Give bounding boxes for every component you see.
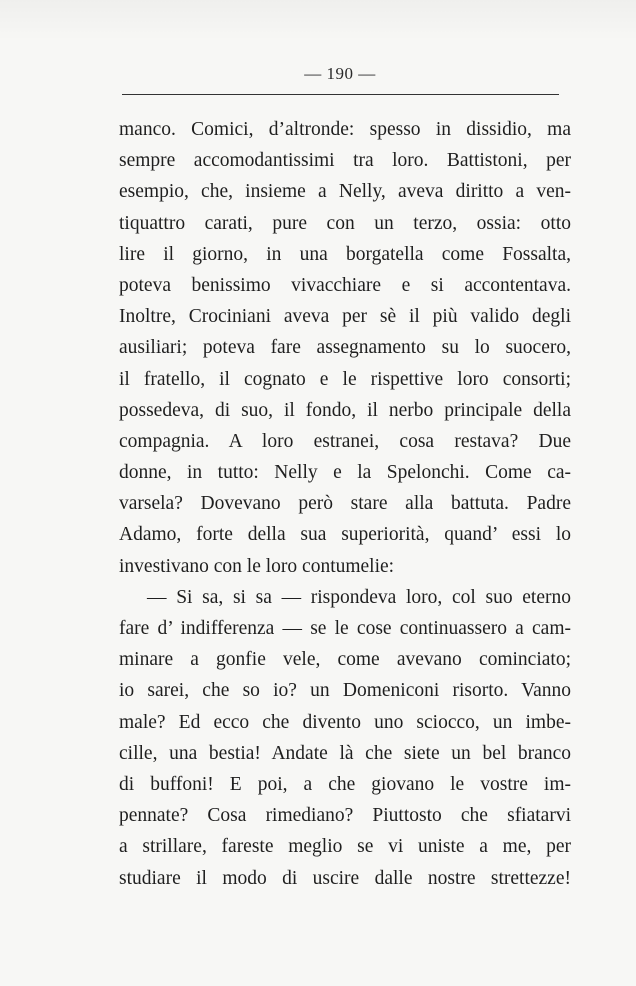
- text-line: cille, una bestia! Andate là che siete un bel branco: [119, 742, 571, 764]
- text-line: poteva benissimo vivacchiare e si accontentava.: [119, 274, 571, 296]
- text-line: esempio, che, insieme a Nelly, aveva diritto a ven-: [119, 181, 571, 203]
- text-line: studiare il modo di uscire dalle nostre strettezze!: [119, 867, 571, 889]
- text-line: tiquattro carati, pure con un terzo, ossia: otto: [119, 212, 571, 234]
- text-line: il fratello, il cognato e le rispettive loro consorti;: [119, 368, 571, 390]
- text-line: fare d’ indifferenza — se le cose continuassero a cam-: [119, 618, 571, 639]
- text-line: sempre accomodantissimi tra loro. Battistoni, per: [119, 150, 571, 172]
- text-line: varsela? Dovevano però stare alla battuta. Padre: [119, 493, 571, 515]
- text-line: io sarei, che so io? un Domeniconi risorto. Vanno: [119, 680, 571, 702]
- text-line: male? Ed ecco che divento uno sciocco, un imbe-: [119, 711, 571, 733]
- text-line: ausiliari; poteva fare assegnamento su lo suocero,: [119, 337, 571, 359]
- text-line: donne, in tutto: Nelly e la Spelonchi. Come ca-: [119, 462, 571, 484]
- text-line: investivano con le loro contumelie:: [119, 555, 395, 577]
- text-line: lire il giorno, in una borgatella come Fossalta,: [119, 243, 571, 265]
- text-line: minare a gonfie vele, come avevano cominciato;: [119, 649, 571, 671]
- text-line: Inoltre, Crociniani aveva per sè il più valido degli: [119, 306, 571, 328]
- text-line: possedeva, di suo, il fondo, il nerbo principale della: [119, 399, 571, 421]
- body-text: [119, 114, 571, 894]
- text-line: compagnia. A loro estranei, cosa restava? Due: [119, 430, 571, 452]
- text-line: manco. Comici, d’altronde: spesso in dissidio, ma: [119, 119, 571, 140]
- header-rule: [122, 94, 559, 95]
- text-line: — Si sa, si sa — rispondeva loro, col suo eterno: [147, 586, 571, 608]
- text-line: Adamo, forte della sua superiorità, quand’ essi lo: [119, 524, 571, 546]
- page-number: — 190 —: [304, 64, 376, 83]
- text-line: a strillare, fareste meglio se vi uniste a me, per: [119, 836, 571, 858]
- text-line: pennate? Cosa rimediano? Piuttosto che sfiatarvi: [119, 805, 571, 827]
- text-line: di buffoni! E poi, a che giovano le vostre im-: [119, 773, 571, 795]
